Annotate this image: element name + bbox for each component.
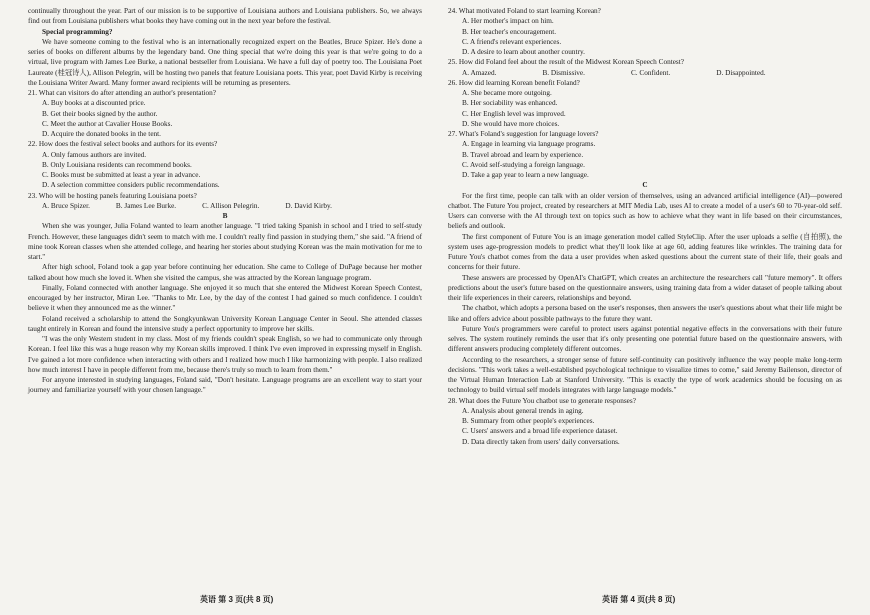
paragraph-intro: continually throughout the year. Part of our mission is to be supportive of Louisiana authors and Louisiana publishers. So, we always find out from Louisiana publishers what books they have coming out in the next year before the festival. xyxy=(28,7,422,26)
option-27a: A. Engage in learning via language programs. xyxy=(462,140,596,149)
paragraph-b6: For anyone interested in studying languages, Foland said, "Don't hesitate. Language programs are an excellent way to start your journey and familiarize yourself with your chosen language." xyxy=(28,376,422,395)
paragraph-b2: After high school, Foland took a gap year before continuing her education. She came to College of DuPage because her mother talked about how much she loved it. When she visited the campus, she was attracted by the Korean language program. xyxy=(28,263,422,282)
option-28b: B. Summary from other people's experiences. xyxy=(462,417,595,425)
option-24c: C. A friend's relevant experiences. xyxy=(462,37,562,46)
page-number-left: 英语 第 3 页(共 8 页) xyxy=(200,595,274,604)
option-28c: C. Users' answers and a broad life experience dataset. xyxy=(462,427,618,436)
paragraph-c1: For the first time, people can talk with an older version of themselves, using an advanced artificial intelligence (AI)—powered chatbot. The Future You project, created by researchers at MIT Media Lab, uses AI to create a model of a user's 60 to 70-year-old self. Users can converse with the AI through text on topics such as how to achieve what they want in life based on their circumstances, beliefs and outlook. xyxy=(448,191,842,231)
question-21: 21. What can visitors do after attending an author's presentation? xyxy=(28,89,217,97)
option-23c: C. Allison Pelegrin. xyxy=(202,201,260,210)
option-23d: D. David Kirby. xyxy=(285,201,332,210)
option-27c: C. Avoid self-studying a foreign language. xyxy=(462,160,585,169)
paragraph-c3: These answers are processed by OpenAI's ChatGPT, which creates an architecture the researchers call "future memory". It offers predictions about the user's future based on the questionnaire answers, using training data from a wider dataset of people talking about their life experiences in their careers, relationships and beyond. xyxy=(448,273,842,302)
paragraph-c4: The chatbot, which adopts a persona based on the user's responses, then answers the user's questions about what their life might be like and offers advice about possible pathways to the future they want. xyxy=(448,304,842,323)
option-28a: A. Analysis about general trends in aging. xyxy=(462,406,584,415)
heading-special-programming: Special programming? xyxy=(42,27,113,36)
option-25c: C. Confident. xyxy=(630,68,671,77)
option-26d: D. She would have more choices. xyxy=(462,119,560,128)
options-25 xyxy=(462,68,842,78)
option-21b: B. Get their books signed by the author. xyxy=(42,109,158,118)
option-26c: C. Her English level was improved. xyxy=(462,109,566,118)
section-b-label: B xyxy=(222,212,228,220)
question-28: 28. What does the Future You chatbot use to generate responses? xyxy=(448,396,636,405)
option-25d: D. Disappointed. xyxy=(716,68,766,77)
option-26a: A. She became more outgoing. xyxy=(462,89,552,97)
page-number-right: 英语 第 4 页(共 8 页) xyxy=(602,595,676,604)
page-gutter xyxy=(433,0,434,615)
paragraph-c5: Future You's programmers were careful to protect users against potential negative effects in the conversations with their future selves. The system routinely reminds the user that it's only presenting one potential future based on the questionnaire answers, with different answers producing completely different outcomes. xyxy=(448,324,842,354)
question-23: 23. Who will be hosting panels featuring Louisiana poets? xyxy=(28,191,197,200)
option-21d: D. Acquire the donated books in the tent. xyxy=(42,130,161,138)
option-24b: B. Her teacher's encouragement. xyxy=(462,27,557,36)
option-28d: D. Data directly taken from users' daily conversations. xyxy=(462,437,620,446)
option-22d: D. A selection committee considers public recommendations. xyxy=(42,181,220,190)
question-25: 25. How did Foland feel about the result of the Midwest Korean Speech Contest? xyxy=(448,58,684,67)
question-26: 26. How did learning Korean benefit Foland? xyxy=(448,78,580,87)
option-22b: B. Only Louisiana residents can recommend books. xyxy=(42,160,192,169)
paragraph-special: We have someone coming to the festival who is an internationally recognized expert on the Beatles, Bruce Spizer. He's done a series of books on different albums by the legendary band. One thing special that we're doing this year is that we're going to do a virtual, live program with James Lee Burke, a national bestseller from Louisiana. We have a full day of poetry too. The Louisiana Poet Laureate (桂冠诗人), Allison Pelegrin, will be hosting two panels that feature Louisiana poets. This year, poet David Kirby is receiving the Louisiana Writer Award. Many former award recipients will be returning as presenters. xyxy=(28,37,422,87)
left-column xyxy=(28,6,422,396)
option-21c: C. Meet the author at Cavalier House Books. xyxy=(42,119,173,128)
right-column xyxy=(448,6,842,447)
section-c-label: C xyxy=(642,181,648,190)
option-25a: A. Amazed. xyxy=(462,68,497,77)
option-22c: C. Books must be submitted at least a year in advance. xyxy=(42,171,201,179)
option-26b: B. Her sociability was enhanced. xyxy=(462,99,558,108)
paragraph-c2: The first component of Future You is an image generation model called StyleClip. After the user uploads a selfie (自拍照), the system uses age-progression models to predict what they'll look like at age 60, adding features like wrinkles. The training data for Future You's chatbot comes from the data a user provides when asked questions about the current state of their life, their goals and concerns for their future. xyxy=(448,232,842,272)
paragraph-b4: Foland received a scholarship to attend the Songkyunkwan University Korean Language Center in Seoul. She attended classes taught entirely in Korean and found the intensive study a perfect opportunity to improve her skills. xyxy=(28,314,422,333)
option-24d: D. A desire to learn about another country. xyxy=(462,48,585,56)
option-27b: B. Travel abroad and learn by experience. xyxy=(462,150,584,159)
paragraph-b3: Finally, Foland connected with another language. She enjoyed it so much that she entered the Midwest Korean Speech Contest, encouraged by her instructor, Miran Lee. "Thanks to Mr. Lee, by the day of the contest I had gained so much confidence. I couldn't believe it when they announced me as the winner." xyxy=(28,283,422,313)
question-27: 27. What's Foland's suggestion for language lovers? xyxy=(448,130,599,138)
option-27d: D. Take a gap year to learn a new language. xyxy=(462,171,589,179)
option-23b: B. James Lee Burke. xyxy=(115,201,177,210)
question-24: 24. What motivated Foland to start learning Korean? xyxy=(448,7,601,15)
paragraph-b5: "I was the only Western student in my class. Most of my friends couldn't speak English, so we had to communicate only through Korean. I feel like this was a huge reason why my Korean skills improved. I think I've even improved in expressing myself in English. I've gained a lot more confidence when interacting with others and I realized how much I like harmonizing with people. I also realized how much interest I have in people different from me, because there's truly so much to learn from them." xyxy=(28,335,422,374)
option-23a: A. Bruce Spizer. xyxy=(42,201,90,210)
option-25b: B. Dismissive. xyxy=(542,68,585,77)
option-21a: A. Buy books at a discounted price. xyxy=(42,99,146,108)
options-23 xyxy=(42,201,422,211)
question-22: 22. How does the festival select books and authors for its events? xyxy=(28,140,218,149)
paragraph-c6: According to the researchers, a stronger sense of future self-continuity can positively influence the way people make long-term decisions. "This work takes a well-established psychological technique to visualize times to come," said Jeremy Bailenson, director of the Virtual Human Interaction Lab at Stanford University. "This is exactly the type of work academics should be focusing on as technology to build virtual self models integrates with large language models." xyxy=(448,355,842,395)
option-22a: A. Only famous authors are invited. xyxy=(42,150,147,159)
option-24a: A. Her mother's impact on him. xyxy=(462,17,554,26)
paragraph-b1: When she was younger, Julia Foland wanted to learn another language. "I tried taking Spanish in school and I tried to self-study French. However, these languages didn't seem to match with me. I couldn't really find passion in studying them," she said. "A friend of mine took Korean classes when she attended college, and hearing her stories about studying Korean was the main motivation for me to start." xyxy=(28,222,422,261)
